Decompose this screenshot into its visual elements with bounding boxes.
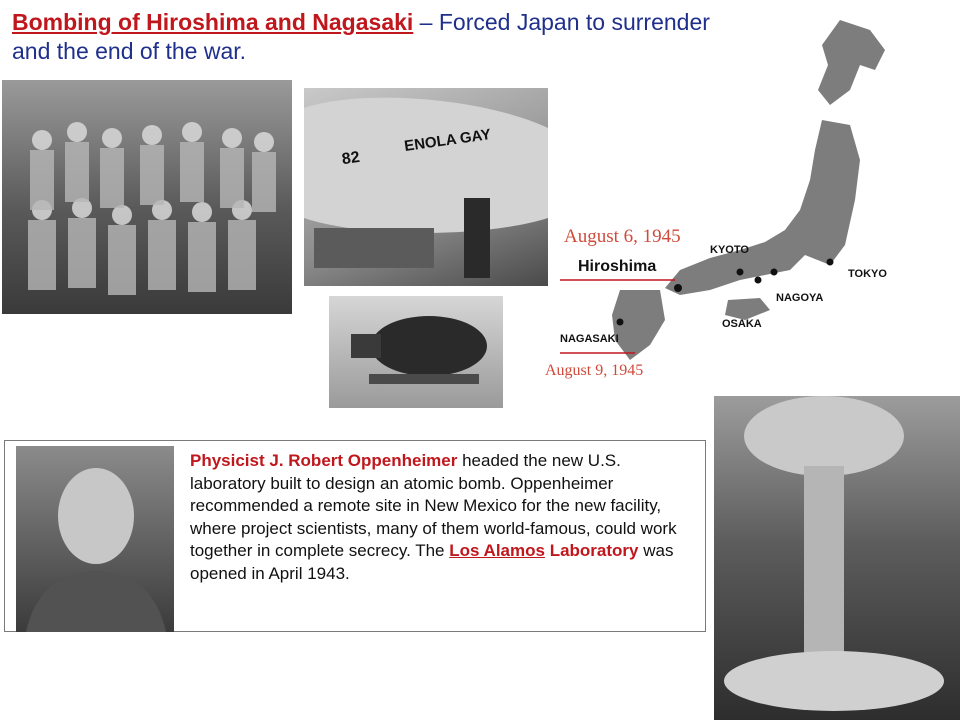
atomic-bomb-photo [329,296,503,408]
mushroom-cloud-photo [714,396,960,720]
map-label-kyoto: KYOTO [710,244,749,256]
laboratory-label: Laboratory [544,541,639,560]
enola-gay-label: ENOLA GAY [403,126,493,155]
oppenheimer-portrait [16,446,174,632]
mushroom-cloud-shape [714,396,960,720]
info-text-1: headed the new U.S. laboratory built to design an atomic bomb. Oppenheimer recommended a remote site in New Mexico for the new facility, where project scientists, many of them world-famous, could work together in complete secrecy. The [190,451,677,560]
map-label-nagoya: NAGOYA [776,292,824,304]
crew-figures [2,80,292,314]
title-rest: – Forced Japan to surrender and the end of the war. [12,9,710,64]
map-label-tokyo: TOKYO [848,268,887,280]
title-link[interactable]: Bombing of Hiroshima and Nagasaki [12,9,414,35]
portrait-shape [16,446,174,632]
crew-photo [2,80,292,314]
info-text-2: was opened in April 1943. [190,541,674,583]
map-label-nagasaki: NAGASAKI [560,333,619,345]
map-label-hiroshima: Hiroshima [578,258,657,275]
enola-gay-plane [304,88,548,286]
info-text [190,450,696,585]
date-nagasaki: August 9, 1945 [545,362,644,379]
enola-gay-photo [304,88,548,286]
enola-gay-number: 82 [340,148,361,169]
oppenheimer-name: Physicist J. Robert Oppenheimer [190,451,458,470]
map-label-osaka: OSAKA [722,318,762,330]
date-hiroshima: August 6, 1945 [564,226,681,247]
los-alamos-link[interactable]: Los Alamos [449,541,545,560]
bomb-shape [329,296,503,408]
